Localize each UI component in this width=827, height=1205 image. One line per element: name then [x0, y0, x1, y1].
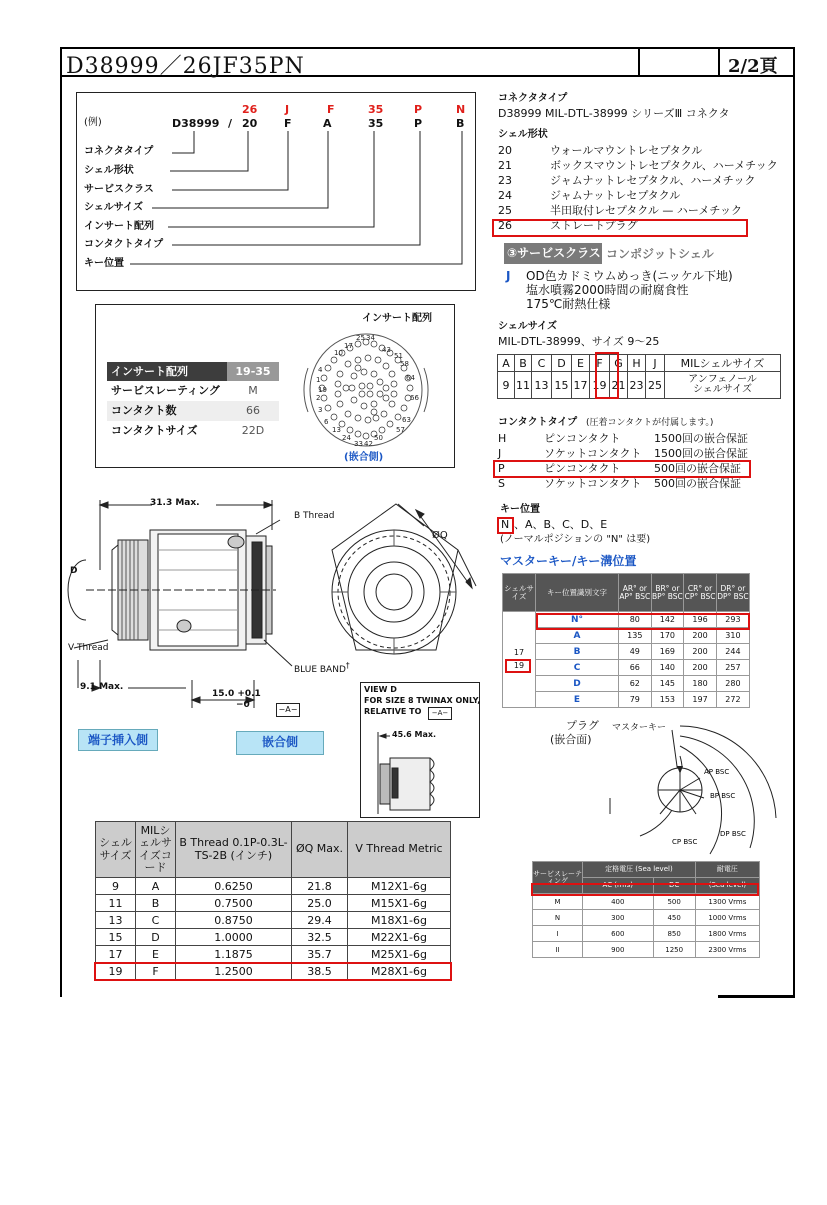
red-part-contact: P: [414, 103, 423, 116]
insert-spec-table: インサート配列 19-35 サービスレーティング M コンタクト数 66 コンタクトサイズ 22D: [107, 362, 279, 441]
length-dim: 31.3 Max.: [150, 498, 200, 508]
insert-pattern: [298, 328, 438, 458]
svg-text:10: 10: [334, 349, 343, 357]
svg-text:57: 57: [396, 426, 405, 434]
service-class-line-1: OD色カドミウムめっき(ニッケル下地): [526, 269, 733, 283]
svg-text:13: 13: [332, 426, 341, 434]
red-part-size: F: [327, 103, 335, 116]
master-key-table: シェルサイズ キー位置識別文字 AR° or AP° BSC BR° or BP° BSC CR° or CP° BSC DR° or DP° BSC 17 19 N° 80 142 196 293 A 135 170 200 310 B 49 169 200 244 C 66 140 200 257 D 62 145 180 280 E 79 153 197 272: [502, 573, 750, 708]
part-insert: 35: [368, 117, 384, 130]
dim-15-0: 15.0 +0.1: [212, 689, 261, 699]
legend-connector-type: コネクタタイプ: [84, 146, 154, 157]
svg-text:24: 24: [342, 434, 351, 442]
shell-shape-title: シェル形状: [498, 129, 548, 140]
selected-rating-highlight: [531, 883, 759, 896]
dim-9-1: 9.1 Max.: [80, 682, 124, 692]
part-prefix: D38999: [172, 117, 220, 130]
connector-type-title: コネクタタイプ: [498, 93, 568, 104]
service-class-line-2: 塩水噴霧2000時間の耐腐食性: [526, 283, 689, 297]
svg-text:43: 43: [382, 346, 391, 354]
svg-text:2: 2: [316, 394, 321, 402]
footer-rule: [718, 995, 795, 998]
service-class-badge: ③サービスクラス: [504, 243, 602, 264]
part-key: B: [456, 117, 465, 130]
key-position-note: (ノーマルポジションの "N" は要): [500, 534, 651, 545]
red-part-shell: 26: [242, 103, 258, 116]
svg-text:6: 6: [324, 418, 329, 426]
selected-contact-highlight: [493, 460, 751, 478]
contact-type-title: コンタクトタイプ: [498, 417, 578, 428]
voltage-table: サービスレーティング 定格電圧 (Sea level) 耐電圧 AC (rms) DC (Sea level) M 400 500 1300 Vrms N 300 450 1000 Vrms I 600 850 1800 Vrms II 900 1250 2300 Vrms: [532, 861, 760, 958]
service-class-code: J: [506, 269, 511, 283]
plug-label-sub: (嵌合面): [550, 733, 592, 746]
legend-shell-shape: シェル形状: [84, 165, 134, 176]
part-class: F: [284, 117, 292, 130]
legend-contact-type: コンタクトタイプ: [84, 239, 164, 250]
view-d-dim: 45.6 Max.: [392, 730, 437, 739]
red-part-insert: 35: [368, 103, 384, 116]
view-d-title: VIEW D: [364, 685, 397, 694]
terminal-side-button[interactable]: 端子挿入側: [78, 729, 158, 751]
legend-shell-size: シェルサイズ: [84, 202, 143, 213]
dim-15-0-tol: −0: [236, 700, 250, 710]
ap-label: AP BSC: [704, 768, 730, 776]
svg-text:17: 17: [344, 342, 353, 350]
selected-shell-highlight: [492, 219, 748, 237]
shell-size-title: シェルサイズ: [498, 321, 557, 332]
master-key-title: マスターキー/キー溝位置: [500, 554, 637, 568]
selected-size-highlight: [595, 352, 619, 399]
legend-service-class: サービスクラス: [84, 184, 154, 195]
red-part-key: N: [456, 103, 466, 116]
view-d-line-3: RELATIVE TO: [364, 707, 422, 716]
cp-label: CP BSC: [672, 838, 698, 846]
shell-size-table: A B C D E F G H J MILシェルサイズ 9 11 13 15 17 19 21 23 25 アンフェノール シェルサイズ: [497, 354, 781, 399]
svg-text:63: 63: [402, 416, 411, 424]
blue-band-label: BLUE BAND†: [294, 661, 350, 675]
view-d-callout: D: [70, 566, 78, 576]
key-angle-diagram: [600, 718, 780, 858]
svg-text:1: 1: [316, 376, 321, 384]
svg-text:42: 42: [364, 440, 373, 448]
master-key-label: マスターキー: [612, 723, 667, 733]
part-shell: 20: [242, 117, 258, 130]
svg-text:33: 33: [354, 440, 363, 448]
connector-type-text: D38999 MIL-DTL-38999 シリーズⅢ コネクタ: [498, 107, 730, 120]
svg-text:58: 58: [400, 360, 409, 368]
svg-text:51: 51: [394, 352, 403, 360]
bp-label: BP BSC: [710, 792, 736, 800]
svg-text:3: 3: [318, 406, 323, 414]
mating-side-button[interactable]: 嵌合側: [236, 731, 324, 755]
part-slash: /: [228, 117, 233, 130]
legend-key-position: キー位置: [84, 258, 124, 269]
key-position-selected: N: [501, 518, 510, 531]
shell-size-text: MIL-DTL-38999、サイズ 9～25: [498, 335, 660, 348]
connector-front-view: [316, 500, 486, 670]
svg-text:4: 4: [318, 366, 323, 374]
key-position-options: 、A、B、C、D、E: [514, 518, 608, 531]
svg-text:50: 50: [374, 434, 383, 442]
selected-key-row-highlight: [536, 613, 750, 630]
plug-label: プラグ: [566, 719, 599, 732]
insert-title: インサート配列: [362, 313, 432, 324]
insert-mating-face: (嵌合側): [344, 452, 384, 463]
datum-a: −A−: [276, 703, 300, 717]
service-class-subtitle: コンポジットシェル: [606, 247, 714, 261]
thread-table: シェルサイズ MILシェルサイズコード B Thread 0.1P-0.3L-TS-2B (インチ) ØQ Max. V Thread Metric 9 A 0.6250 21.8 M12X1-6g 11 B 0.7500 25.0 M15X1-6g 13 C 0.8750 29.4 M18X1-6g 15 D 1.0000 32.5 M22X1-6g 17 E 1.1875 35.7 M25X1-6g 19 F 1.2500 38.5 M28X1-6g: [95, 821, 451, 980]
v-thread-label: V Thread: [68, 643, 109, 653]
service-class-line-3: 175℃耐熱仕様: [526, 297, 611, 311]
view-d-drawing: [362, 724, 480, 816]
part-contact: P: [414, 117, 423, 130]
svg-text:25: 25: [356, 334, 365, 342]
svg-text:34: 34: [366, 334, 375, 342]
svg-text:64: 64: [406, 374, 415, 382]
legend-insert: インサート配列: [84, 221, 154, 232]
document-title: D38999／26JF35PN: [66, 54, 305, 79]
b-thread-label: B Thread: [294, 511, 335, 521]
view-d-datum: −A−: [428, 707, 452, 720]
part-size: A: [323, 117, 332, 130]
view-d-line-2: FOR SIZE 8 TWINAX ONLY,: [364, 696, 481, 705]
svg-text:66: 66: [410, 394, 419, 402]
example-label: (例): [84, 117, 102, 128]
svg-text:19: 19: [318, 386, 327, 394]
page-number: 2/2頁: [728, 56, 778, 77]
dp-label: DP BSC: [720, 830, 746, 838]
phi-q-label: ØQ: [432, 530, 448, 541]
selected-size-row-highlight: [505, 659, 531, 673]
red-part-class: J: [285, 103, 290, 116]
selected-thread-row-highlight: [94, 962, 452, 981]
contact-type-note: (圧着コンタクトが付属します。): [586, 418, 714, 428]
key-position-title: キー位置: [500, 504, 540, 515]
